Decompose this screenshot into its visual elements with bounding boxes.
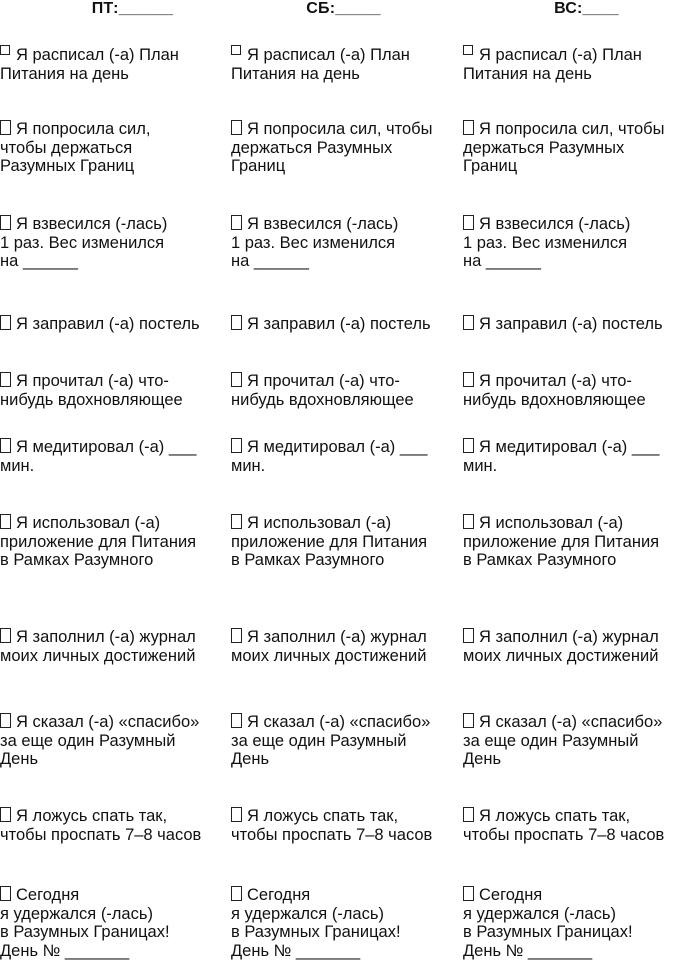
checklist-item[interactable]: Я сказал (-а) «спасибо» за еще один Разумный День (463, 713, 663, 769)
checklist-item[interactable]: Я медитировал (-а) ___ мин. (231, 438, 428, 475)
checklist-item[interactable]: Я сказал (-а) «спасибо» за еще один Разумный День (0, 713, 200, 769)
checklist-item[interactable]: Я сказал (-а) «спасибо» за еще один Разумный День (231, 713, 431, 769)
checklist-item[interactable]: Я ложусь спать так, чтобы проспать 7–8 часов (463, 807, 665, 844)
checkbox-icon[interactable] (0, 315, 11, 330)
day-header: ПТ:______ (91, 0, 174, 17)
checkbox-icon[interactable] (231, 628, 242, 643)
checkbox-icon[interactable] (231, 713, 242, 728)
checkbox-icon[interactable] (231, 372, 242, 387)
checkbox-icon[interactable] (0, 45, 10, 55)
checkbox-icon[interactable] (0, 438, 11, 453)
checkbox-icon[interactable] (463, 713, 474, 728)
checklist-item[interactable]: Я медитировал (-а) ___ мин. (463, 438, 660, 475)
checkbox-icon[interactable] (231, 438, 242, 453)
checklist-item[interactable]: Я прочитал (-а) что- нибудь вдохновляющее (463, 372, 646, 409)
checkbox-icon[interactable] (463, 438, 474, 453)
checklist-item[interactable]: Я попросила сил, чтобы держаться Разумных Границ (463, 120, 665, 176)
checklist-item[interactable]: Я заполнил (-а) журнал моих личных достижений (231, 628, 427, 665)
checkbox-icon[interactable] (231, 45, 241, 55)
checklist-item[interactable]: Я расписал (-а) План Питания на день (0, 46, 179, 83)
checkbox-icon[interactable] (463, 45, 473, 55)
checklist-item[interactable]: Я заполнил (-а) журнал моих личных достижений (0, 628, 196, 665)
checklist-item[interactable]: Я медитировал (-а) ___ мин. (0, 438, 197, 475)
checkbox-icon[interactable] (0, 514, 11, 529)
checkbox-icon[interactable] (231, 315, 242, 330)
checkbox-icon[interactable] (231, 215, 242, 230)
column-friday (0, 0, 225, 960)
checklist-item[interactable]: Сегодня я удержался (-лась) в Разумных Границах! День № _______ (231, 886, 401, 960)
checkbox-icon[interactable] (0, 628, 11, 643)
checklist-item[interactable]: Я использовал (-а) приложение для Питания в Рамках Разумного (231, 514, 428, 570)
checkbox-icon[interactable] (0, 215, 11, 230)
checklist-item[interactable]: Сегодня я удержался (-лась) в Разумных Границах! День № _______ (0, 886, 170, 960)
checkbox-icon[interactable] (231, 807, 242, 822)
checklist-item[interactable]: Я расписал (-а) План Питания на день (231, 46, 410, 83)
checklist-item[interactable]: Я заполнил (-а) журнал моих личных достижений (463, 628, 659, 665)
checkbox-icon[interactable] (0, 886, 11, 901)
checkbox-icon[interactable] (463, 120, 474, 135)
checklist-item[interactable]: Я взвесился (-лась) 1 раз. Вес изменился на ______ (231, 215, 399, 271)
checklist-item[interactable]: Я расписал (-а) План Питания на день (463, 46, 642, 83)
checklist-item[interactable]: Я ложусь спать так, чтобы проспать 7–8 часов (231, 807, 433, 844)
checklist-item[interactable]: Я заправил (-а) постель (231, 314, 456, 334)
column-saturday (231, 0, 456, 960)
checkbox-icon[interactable] (231, 120, 242, 135)
checklist-item[interactable]: Я прочитал (-а) что- нибудь вдохновляющее (231, 372, 414, 409)
checkbox-icon[interactable] (463, 628, 474, 643)
checkbox-icon[interactable] (231, 886, 242, 901)
checkbox-icon[interactable] (0, 120, 11, 135)
checklist-item[interactable]: Я ложусь спать так, чтобы проспать 7–8 часов (0, 807, 202, 844)
checkbox-icon[interactable] (463, 215, 474, 230)
checklist-item[interactable]: Я использовал (-а) приложение для Питания в Рамках Разумного (463, 514, 660, 570)
checklist-item[interactable]: Я прочитал (-а) что- нибудь вдохновляющее (0, 372, 183, 409)
checklist-item[interactable]: Я попросила сил, чтобы держаться Разумных Границ (0, 120, 151, 176)
checkbox-icon[interactable] (463, 514, 474, 529)
checklist-item[interactable]: Я заправил (-а) постель (0, 314, 225, 334)
checklist-item[interactable]: Я попросила сил, чтобы держаться Разумных Границ (231, 120, 433, 176)
day-header: СБ:_____ (306, 0, 381, 17)
checklist-item[interactable]: Я использовал (-а) приложение для Питания в Рамках Разумного (0, 514, 197, 570)
checklist-item[interactable]: Я заправил (-а) постель (463, 314, 679, 334)
checkbox-icon[interactable] (463, 807, 474, 822)
checklist-item[interactable]: Я взвесился (-лась) 1 раз. Вес изменился на ______ (463, 215, 631, 271)
checkbox-icon[interactable] (231, 514, 242, 529)
checkbox-icon[interactable] (0, 372, 11, 387)
day-header: ВС:____ (554, 0, 619, 17)
checkbox-icon[interactable] (463, 315, 474, 330)
column-sunday (463, 0, 679, 960)
checkbox-icon[interactable] (0, 807, 11, 822)
checkbox-icon[interactable] (463, 886, 474, 901)
checklist-item[interactable]: Сегодня я удержался (-лась) в Разумных Границах! День № _______ (463, 886, 633, 960)
checklist-item[interactable]: Я взвесился (-лась) 1 раз. Вес изменился на ______ (0, 215, 168, 271)
checkbox-icon[interactable] (463, 372, 474, 387)
checkbox-icon[interactable] (0, 713, 11, 728)
